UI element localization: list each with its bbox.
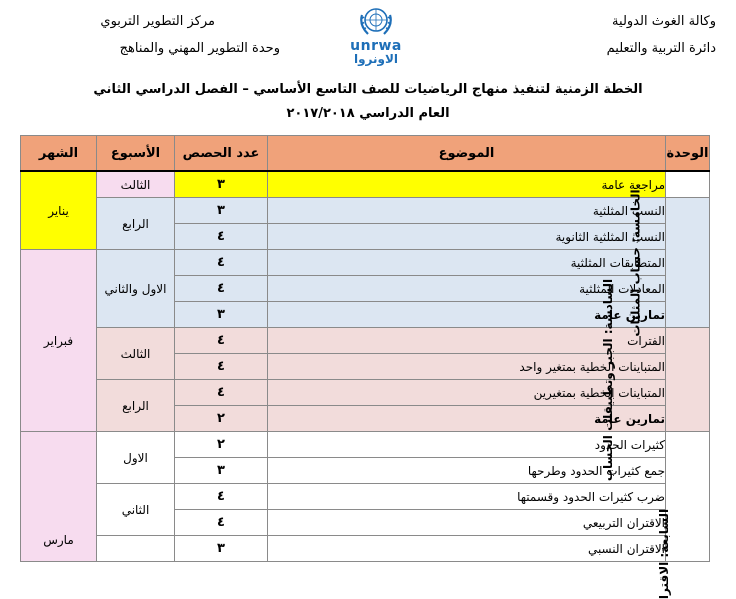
unit-label: السادسة: الجبر وتطبيقات الحساب [600, 278, 615, 481]
table-row [21, 171, 710, 198]
periods-cell: ٣ [175, 458, 268, 484]
topic-cell: تمارين عامة [268, 302, 666, 328]
col-month: الشهر [21, 136, 97, 172]
topic-cell: الاقتران التربيعي [268, 510, 666, 536]
col-periods: عدد الحصص [175, 136, 268, 172]
table-row [21, 484, 710, 510]
unrwa-logo [345, 3, 407, 67]
month-cell: يناير [21, 171, 97, 250]
periods-cell: ٤ [175, 510, 268, 536]
week-cell: الاول [97, 432, 175, 484]
col-topic: الموضوع [268, 136, 666, 172]
week-cell: الثالث [97, 171, 175, 198]
table-header-row [21, 136, 710, 172]
topic-cell: المتباينات الخطية بمتغيرين [268, 380, 666, 406]
unit-cell [656, 432, 710, 599]
unit-development-name: وحدة التطوير المهني والمناهج [119, 41, 280, 56]
month-cell: فبراير [21, 250, 97, 432]
periods-cell: ٤ [175, 354, 268, 380]
un-emblem-icon [356, 3, 396, 39]
topic-cell: المتطابقات المثلثية [268, 250, 666, 276]
topic-cell: مراجعة عامة [268, 171, 666, 198]
periods-cell: ٢ [175, 432, 268, 458]
topic-cell: النسب المثلثية [268, 198, 666, 224]
topic-cell: تمارين عامة [268, 406, 666, 432]
week-cell: الثاني [97, 484, 175, 536]
table-row [21, 198, 710, 224]
week-cell-empty [97, 536, 175, 562]
periods-cell: ٤ [175, 276, 268, 302]
table-row [21, 328, 710, 354]
topic-cell: النسب المثلثية الثانوية [268, 224, 666, 250]
col-week: الأسبوع [97, 136, 175, 172]
periods-cell: ٤ [175, 380, 268, 406]
topic-cell: الفترات [268, 328, 666, 354]
periods-cell: ٤ [175, 224, 268, 250]
academic-year: العام الدراسي ٢٠١٧/٢٠١٨ [286, 106, 450, 121]
periods-cell: ٣ [175, 198, 268, 224]
periods-cell: ٤ [175, 484, 268, 510]
agency-name: وكالة الغوث الدولية [612, 14, 716, 29]
topic-cell: المتباينات الخطية بمتغير واحد [268, 354, 666, 380]
topic-cell: ضرب كثيرات الحدود وقسمتها [268, 484, 666, 510]
periods-cell: ٣ [175, 171, 268, 198]
week-cell: الثالث [97, 328, 175, 380]
page-title: الخطة الزمنية لتنفيذ منهاج الرياضيات للصف التاسع الأساسي – الفصل الدراسي الثاني [93, 82, 643, 97]
unit-label: السابعة: الاقترا [656, 508, 671, 599]
topic-cell: الاقتران النسبي [268, 536, 666, 562]
periods-cell: ٤ [175, 328, 268, 354]
col-unit: الوحدة [666, 136, 710, 172]
schedule-table [20, 135, 710, 599]
table-row [21, 536, 710, 562]
periods-cell: ٤ [175, 250, 268, 276]
month-cell: مارس [21, 432, 97, 562]
week-cell: الاول والثاني [97, 250, 175, 328]
topic-cell: المعادلات المثلثية [268, 276, 666, 302]
logo-text-ar: الاونروا [353, 52, 399, 66]
unit-label: الخامسة: حساب المثلثات [628, 188, 643, 337]
topic-cell: كثيرات الحدود [268, 432, 666, 458]
center-name: مركز التطوير التربوي [100, 14, 215, 29]
week-cell: الرابع [97, 198, 175, 250]
department-name: دائرة التربية والتعليم [606, 41, 716, 56]
topic-cell: جمع كثيرات الحدود وطرحها [268, 458, 666, 484]
week-cell: الرابع [97, 380, 175, 432]
periods-cell: ٣ [175, 302, 268, 328]
periods-cell: ٢ [175, 406, 268, 432]
unit-cell-empty [666, 171, 710, 198]
periods-cell: ٣ [175, 536, 268, 562]
logo-text-en: unrwa [350, 38, 402, 54]
table-row [21, 250, 710, 276]
